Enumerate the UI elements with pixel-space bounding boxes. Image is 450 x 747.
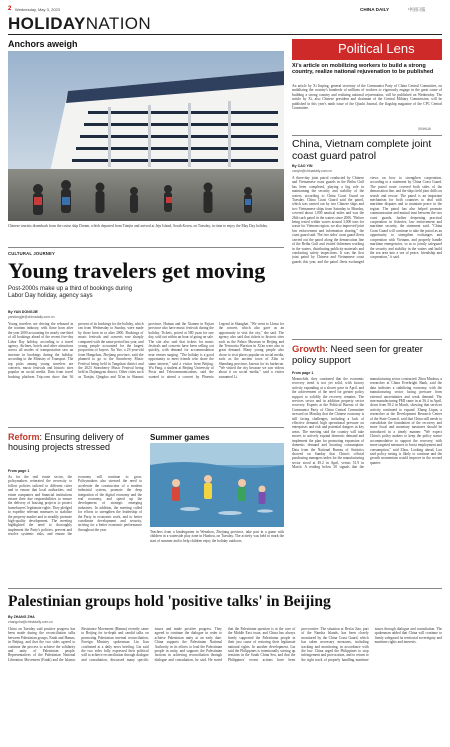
reform-headline-text: : Ensuring delivery of housing projects stressed — [8, 432, 124, 453]
masthead-name: CHINA DAILY — [360, 6, 390, 12]
reform-headline-keyword: Reform — [8, 432, 40, 442]
page-number: 2 — [8, 6, 12, 12]
cultural-subhead: Post-2000s make up a third of bookings during Labor Day holiday, agency says — [8, 286, 133, 299]
summer-title: Summer games — [150, 433, 210, 442]
cultural-headline: Young travelers get moving — [8, 258, 266, 283]
cruise-ship-illustration — [8, 51, 284, 221]
cultural-rule — [8, 247, 284, 248]
political-rule — [292, 135, 442, 136]
reform-headline — [8, 432, 142, 453]
summer-caption: Teachers from a kindergarten in Wenzhou, Zhejiang province, take part in a game with children in a waterside play zone in Huzhou, on Tuesday. The activity was held to mark the start of summer and to help children enjoy the holiday outdoors. — [150, 530, 284, 543]
cultural-label: CULTURAL JOURNEY — [8, 251, 56, 256]
section-title — [8, 14, 151, 33]
political-headline: Xi's article on mobilizing workers to build a strong country, realize national rejuvenation to be published — [292, 63, 434, 76]
summer-games-illustration — [150, 443, 284, 527]
growth-headline — [292, 345, 442, 367]
header-rule — [8, 34, 442, 35]
masthead-name-cn: 中国日报 — [408, 6, 426, 12]
political-lens-label: Political Lens — [338, 41, 415, 56]
cultural-body: Young travelers are driving the rebound in the tourism industry, with those born after the year 2000 accounting for nearly one-third of all bookings ahead of the recent five-day Labor Day holiday, according to a travel agency. Airlines, hotels and other attractions across all modes of transportation saw an increase in bookings during the holiday, according to the Ministry of Transport. The top picks among young travelers are concerts, music festivals and historic sites popular on social media. Data from travel booking platform Trip.com show that 36 percent of its bookings for the holiday, which ran from Wednesday to Sunday, were made by those born in or after 2000. Bookings of music festivals and concerts rose sharply compared with the same period last year, and young people accounted for the largest proportion of buyers. Xu Yue, a 23-year-old from Hangzhou, Zhejiang province, said she planned to go to the Strawberry Music Festival being held in Tangshan district and the 2023 Strawberry Music Festival being held in Dujiangyan district. Other cities such as Tianjin, Qingdao and Xi'an in Shaanxi province, Hainan and the Xiamen in Fujian province also have music festivals during the holiday. Tickets, priced at 580 yuan for one day, sold out within an hour of going on sale. The site also said that tickets for music festivals and concerts have been selling out quickly, with demand for accommodation near venues surging. "The holiday is a good opportunity to meet friends who share the same interest," said a visitor from Beijing. Wu Fang, a student at Beijing University of Posts and Telecommunications, said she wanted to attend a concert by Phoenix Legend in Shanghai. "We went to Lhasa for the concert, which also gave us an opportunity to visit the city," she said. The agency also said that tickets to historic sites such as the Palace Museum in Beijing and the Terracotta Warriors in Xi'an were also in great demand. Many young people also chose to visit places popular on social media, such as the ancient town of Zibo in Shandong province, known for its barbecue. "We visited the city because we saw videos about it on social media," said a visitor surnamed Li. — [8, 322, 284, 379]
cultural-email: yandongjie@chinadaily.com.cn — [8, 315, 55, 319]
coastguard-headline: China, Vietnam complete joint coast guard patrol — [292, 138, 432, 162]
coastguard-byline: By CAO YIN — [292, 164, 313, 168]
growth-headline-keyword: Growth — [292, 344, 326, 355]
reform-body: As for the real estate sector, the policymakers reiterated the necessity to follow policies tailored to different cities and to ensure that local authorities, real estate companies and financial institutions ensure their due responsibilities to ensure the delivery of housing projects to protect homebuyers' legitimate rights. They pledged to expedite relevant measures to stabilize the property market and to steadily promote high-quality development. The meeting highlighted the need to thoroughly implement the Party's policies, prevent and resolve systemic risks, and ensure the economy will continue to grow. Policymakers also stressed the need to accelerate the construction of a modern industrial system, promote the deep integration of the digital economy and the real economy, and speed up the development of strategic emerging industries. In addition, the meeting called for efforts to strengthen the leadership of the Party in economic work, and to better coordinate development and security, striving for a better economic performance throughout the year. — [8, 475, 142, 537]
coastguard-rule — [292, 339, 442, 340]
palestinian-body: China on Tuesday said positive progress has been made during the reconciliation talks between Palestinian groups, Fatah and Hamas, in Beijing, and that the two sides agreed to continue the process to achieve the solidarity and unity of Palestinian people. Representatives of the Palestinian National Liberation Movement (Fatah) and the Islamic Resistance Movement (Hamas) recently came to Beijing for in-depth and candid talks on promoting Palestinian internal reconciliation, Foreign Ministry spokesman Lin Jian confirmed at a daily news briefing. Lin said the two sides fully expressed their political will to achieve reconciliation through dialogue and consultation, discussed many specific issues and made positive progress. They agreed to continue the dialogue in order to achieve Palestinian unity at an early date. China supports the Palestinian National Authority in its efforts to lead the Palestinian people in unity, and supports the Palestinian factions in achieving reconciliation through dialogue and consultation, he said. He noted that the Palestinian question is at the core of the Middle East issue, and China has always firmly supported the Palestinian people in their just cause of restoring their legitimate national rights. In another development, Lin said the Philippines is intentionally stirring up tensions in the South China Sea, and that the Philippines' recent actions have been provocative. The situation at Ren'ai Jiao, part of the Nansha Islands, has been closely monitored by the China Coast Guard, which has taken necessary measures, including tracking and monitoring, in accordance with the law. China urged the Philippines to stop infringement and provocation, and to return to the right track of properly handling maritime issues through dialogue and consultation. The spokesman added that China will continue to firmly safeguard its territorial sovereignty and maritime rights and interests. — [8, 627, 442, 662]
growth-from: From page 1 — [292, 371, 314, 375]
summer-games-photo — [150, 443, 284, 527]
section-title-sub: NATION — [85, 14, 152, 33]
palestinian-rule — [8, 588, 442, 589]
palestinian-byline: By ZHANG ZHA — [8, 615, 35, 619]
issue-date: Wednesday, May 3, 2023 — [15, 7, 60, 12]
growth-body: Meanwhile, they cautioned that the economic recovery trend is not yet solid, with factory activity expanding at a slower pace in April, and the achievement of the need for greater policy support to solidify the recovery remains. The services sector and in addition property sector recovery. Experts at the Political Bureau of the Communist Party of China Central Committee stressed on Monday that the Chinese economy is still facing challenges, including a lack of effective demand, high operational pressure on enterprises and risk and potential dangers in key areas. The meeting said the country will take moves to actively expand domestic demand and implement the plan for promoting expansion of domestic demand and boosting consumption. Data from the National Bureau of Statistics showed on Sunday that China's official purchasing managers index for the manufacturing sector stood at 49.2 in April, versus 51.9 in March. A reading below 50 signals that the manufacturing sector contracted. Zhou Maohua, a researcher at China Everbright Bank, said the data indicates a stabilizing economy, with the manufacturing sector facing pressure from external uncertainties and weak demand. The non-manufacturing PMI came in at 56.4 in April, down from 58.2 in March, showing that services activity continued to expand. Zhang Liqun, a researcher at the Development Research Center of the State Council, said that China still needs to consolidate the foundation of the recovery and more fiscal and monetary measures should be introduced in a timely manner. "We expect China's policy makers to keep the policy stance accommodative to support the recovery, with more targeted measures to boost employment and consumption," said Zhou. Looking ahead, Lou said policy easing is likely to continue and the growth momentum would improve in the second quarter. — [292, 377, 442, 470]
political-source: XINHUA — [418, 127, 431, 131]
growth-headline-text: : Need seen for greater policy support — [292, 344, 423, 366]
cultural-bottom-rule — [8, 427, 284, 428]
anchors-caption: Chinese tourists disembark from the cruise ship Dream, which departed from Tianjin and arrived at Jeju Island, South Korea, on Tuesday, in time to enjoy the May Day holiday. — [8, 224, 268, 228]
palestinian-headline: Palestinian groups hold 'positive talks' in Beijing — [8, 593, 331, 610]
cultural-byline: By YAN DONGJIE — [8, 310, 38, 314]
page-header — [8, 6, 442, 14]
reform-from: From page 1 — [8, 469, 30, 473]
palestinian-email: zhangzha@chinadaily.com.cn — [8, 620, 53, 624]
section-title-main: HOLIDAY — [8, 14, 86, 33]
anchors-title: Anchors aweigh — [8, 39, 78, 49]
political-body: An article by Xi Jinping, general secretary of the Communist Party of China Central Committee, on mobilizing the country's hundreds of millions of workers to vigorously engage in the great cause of building a strong country and realizing national rejuvenation, will be published on Wednesday. The article by Xi, also Chinese president and chairman of the Central Military Commission, will be published in this year's ninth issue of the Qiushi Journal, the flagship magazine of the CPC Central Committee. — [292, 84, 442, 111]
political-lens-banner — [292, 39, 442, 60]
coastguard-body: A three-day joint patrol conducted by Chinese and Vietnamese coast guards in the Beibu Gulf has been completed, playing a big role in maintaining the security and stability of the waters, according to China Coast Guard on Tuesday. China Coast Guard said the patrol, which was carried out by two Chinese ships and two Vietnamese ships from Saturday to Monday, covered about 1,000 nautical miles and was the 26th such patrol in the waters since 2006. "Before being tested within waves around 3,000 tons for waste for Vietnam region, we also improved joint law enforcement and information sharing," the coast guard said. The two sides' coast guard fleets carried out the patrol along the demarcation line of the Beibu Gulf and visited fishermen working in the waters, distributing publicity materials and conducting safety inspections. It was the first joint patrol by Chinese and Vietnamese coast guards this year, and the patrol fleets exchanged views on how to strengthen cooperation, according to a statement by China Coast Guard. The patrol route covered both sides of the demarcation line, and the ships held joint drills on search and rescue. The patrol is an important mechanism for both countries to deal with maritime disputes and to maintain peace in the region. The patrol has also helped promote communication and mutual trust between the two coast guards, further deepening practical cooperation in fisheries, law enforcement and maritime security, the statement said. "China Coast Guard will continue to take the patrol as an opportunity to strengthen exchanges and cooperation with Vietnam, and properly handle maritime emergencies, so as to jointly safeguard the security and stability in the waters and build the sea area into a sea of peace, friendship and cooperation," it said. — [292, 176, 442, 264]
cruise-ship-photo — [8, 51, 284, 221]
coastguard-email: caoyin@chinadaily.com.cn — [292, 169, 332, 173]
